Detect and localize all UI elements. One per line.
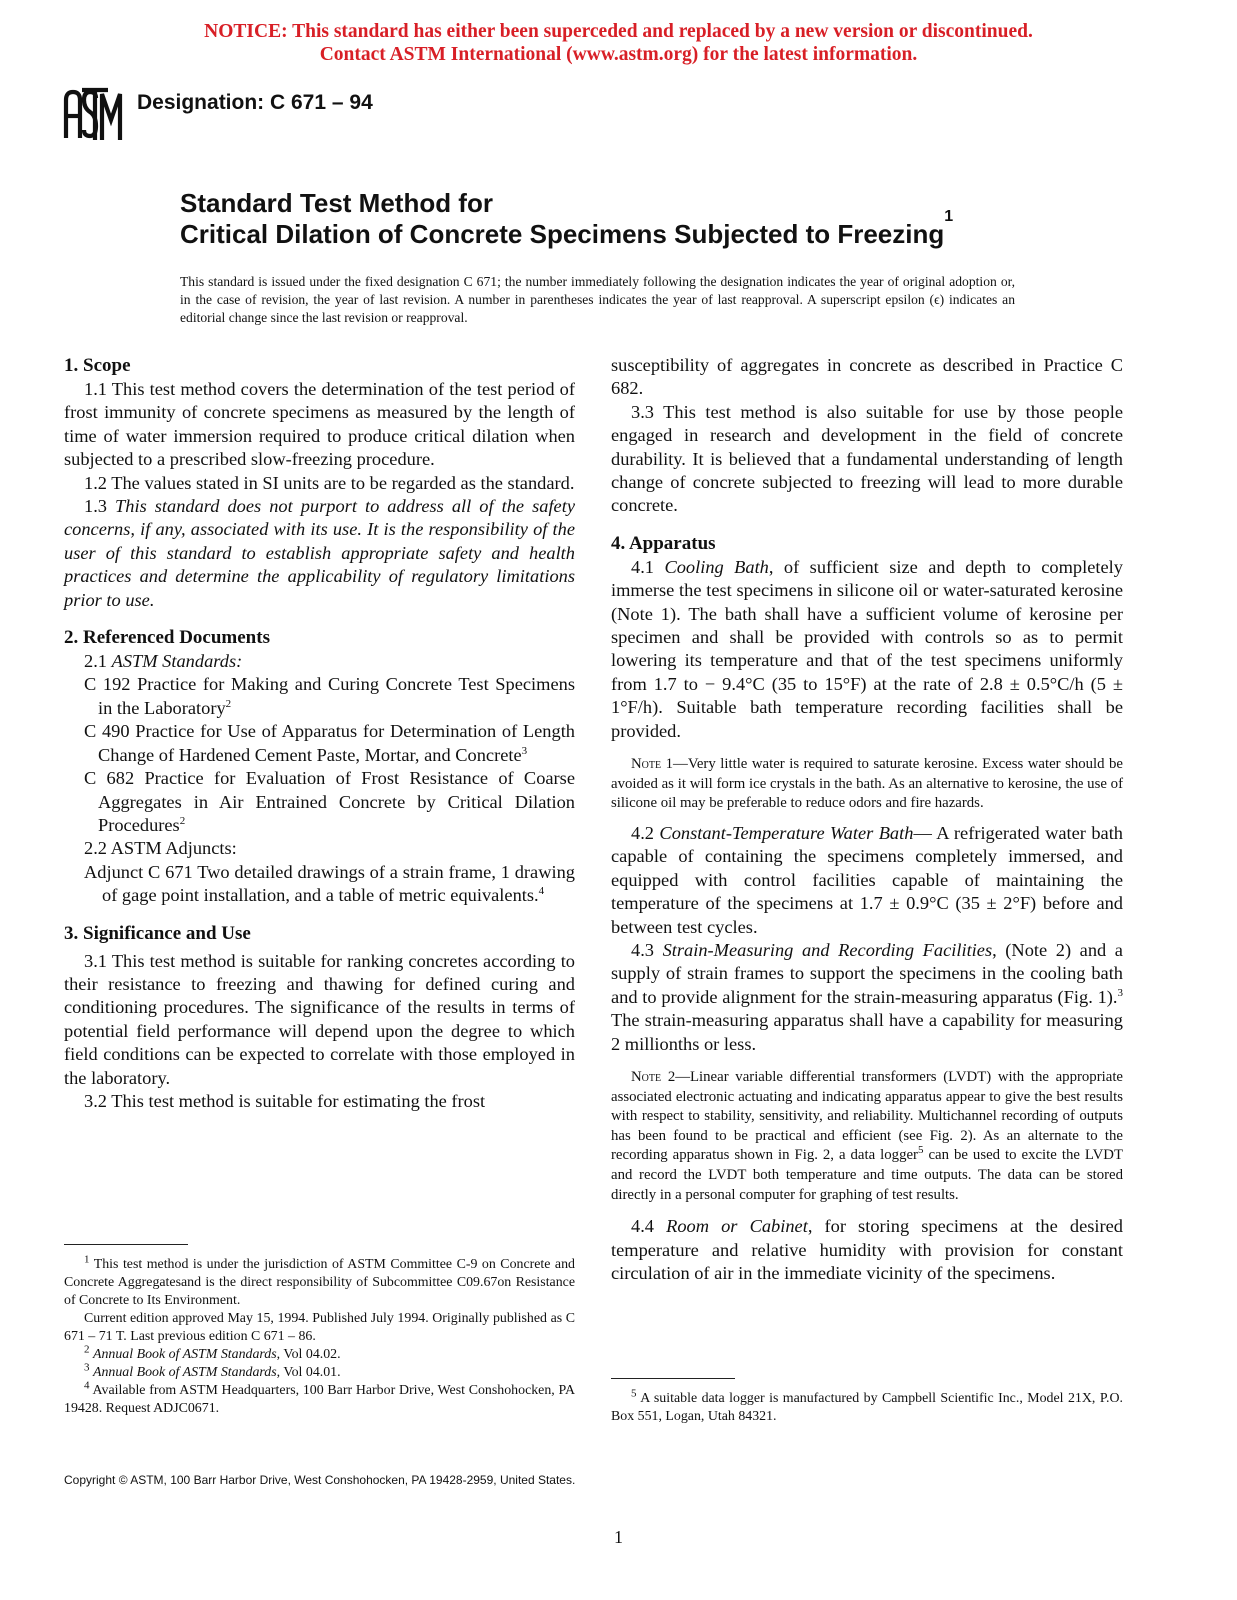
issue-statement: This standard is issued under the fixed designation C 671; the number immediately following the designation indicates the year of original adoption or, in the case of revision, the year of last revision. A number in parentheses indicates the year of last reapproval. A superscript epsilon (ϵ) indicates an editorial change since the last revision or reapproval.: [180, 274, 1015, 325]
para-4-1-term: Cooling Bath: [664, 556, 769, 577]
title-line-2-text: Critical Dilation of Concrete Specimens Subjected to Freezing: [180, 219, 945, 249]
ref-c682: [64, 767, 575, 837]
note-1-text: 1—Very little water is required to saturate kerosine. Excess water should be avoided as it will form ice crystals in the bath. As an alternative to kerosine, the use of silicone oil may be preferable to reduce odors and fire hazards.: [611, 756, 1124, 812]
notice-line-2: Contact ASTM International (www.astm.org) for the latest information.: [319, 44, 918, 65]
para-4-4-text: , for storing specimens at the desired temperature and relative humidity with provision for constant circulation of air in the immediate vicinity of the specimens.: [611, 1216, 1123, 1283]
para-1-2: 1.2 The values stated in SI units are to be regarded as the standard.: [84, 472, 575, 493]
para-4-1-num: 4.1: [631, 556, 654, 577]
para-4-4-term: Room or Cabinet: [666, 1216, 808, 1237]
para-4-4-num: 4.4: [631, 1216, 654, 1237]
para-2-1-label: ASTM Standards:: [111, 651, 243, 672]
title-footnote-mark: 1: [944, 208, 954, 225]
para-3-2-continued: susceptibility of aggregates in concrete as described in Practice C 682.: [611, 355, 1123, 399]
right-column: [611, 354, 1123, 1285]
page-number: 1: [614, 1527, 623, 1547]
para-4-3-text-a: , (Note 2) and a supply of strain frames to support the specimens in the cooling bath and to provide alignment for the strain-measuring apparatus (Fig. 1).: [611, 939, 1123, 1007]
section-scope-heading: 1. Scope: [64, 355, 131, 376]
para-2-1-num: 2.1: [84, 651, 107, 672]
note-2-fn: 5: [917, 1144, 924, 1157]
footnotes-left: [64, 1253, 575, 1418]
ref-c192-fn: 2: [225, 697, 232, 710]
para-3-1: 3.1 This test method is suitable for ranking concretes according to their resistance to freezing and thawing for defined curing and conditioning procedures. The significance of the results in terms of potential field performance will depend upon the degree to which field conditions can be expected to correlate with those employed in the laboratory.: [64, 950, 575, 1088]
footnote-1-text: This test method is under the jurisdiction of ASTM Committee C-9 on Concrete and Concrete Aggregatesand is the direct responsibility of Subcommittee C09.67on Resistance of Concrete to Its Environment.: [64, 1257, 575, 1308]
footnote-4: [64, 1379, 575, 1418]
ref-c490: [64, 720, 575, 767]
para-4-3-term: Strain-Measuring and Recording Facilities: [662, 939, 993, 960]
para-3-3: 3.3 This test method is also suitable for use by those people engaged in research and development in the field of concrete durability. It is believed that a fundamental understanding of length change of concrete subjected to freezing will lead to more durable concrete.: [611, 401, 1123, 516]
footnote-3-mark: 3: [84, 1361, 90, 1374]
ref-c490-text: C 490 Practice for Use of Apparatus for Determination of Length Change of Hardened Cement Paste, Mortar, and Concrete: [84, 721, 575, 765]
ref-adjunct-fn: 4: [538, 885, 545, 897]
footnote-rule-left: [64, 1244, 188, 1245]
section-apparatus-heading: 4. Apparatus: [611, 532, 716, 554]
para-4-2-term: Constant-Temperature Water Bath: [659, 822, 914, 843]
para-4-2-num: 4.2: [631, 822, 654, 843]
footnote-4-text: Available from ASTM Headquarters, 100 Barr Harbor Drive, West Conshohocken, PA 19428. Request ADJC0671.: [64, 1383, 575, 1416]
footnote-1-mark: 1: [84, 1253, 90, 1266]
ref-c682-fn: 2: [179, 814, 186, 827]
para-3-2: 3.2 This test method is suitable for estimating the frost: [84, 1090, 486, 1111]
footnote-2-title: Annual Book of ASTM Standards: [92, 1347, 277, 1362]
footnote-5: [611, 1387, 1123, 1426]
title-line-2: [180, 208, 954, 250]
note-2-label: Note: [631, 1068, 662, 1085]
ref-c490-fn: 3: [521, 744, 528, 757]
para-1-3-text: This standard does not purport to address all of the safety concerns, if any, associated with its use. It is the responsibility of the user of this standard to establish appropriate safety and health practices and determine the applicability of regulatory limitations prior to use.: [64, 496, 575, 610]
note-2-text-b: can be used to excite the LVDT and record the LVDT both temperature and time outputs. The data can be stored directly in a personal computer for graphing of test results.: [611, 1147, 1123, 1203]
para-4-1-text: , of sufficient size and depth to completely immerse the test specimens in silicone oil or water-saturated kerosine (Note 1). The bath shall have a sufficient volume of kerosine per specimen and shall be provided with controls so as to permit lowering its temperature and that of the test specimens uniformly from 1.7 to − 9.4°C (35 to 15°F) at the rate of 2.8 ± 0.5°C/h (5 ± 1°F/h). Suitable bath temperature recording facilities shall be provided.: [611, 556, 1123, 741]
ref-adjunct-text: Adjunct C 671 Two detailed drawings of a strain frame, 1 drawing of gage point installation, and a table of metric equivalents.: [84, 861, 575, 906]
section-referenced-heading: 2. Referenced Documents: [64, 627, 270, 649]
footnote-1-b: Current edition approved May 15, 1994. Published July 1994. Originally published as C 671 – 71 T. Last previous edition C 671 – 86.: [64, 1311, 575, 1344]
footnote-2: [64, 1343, 575, 1364]
section-significance-heading: 3. Significance and Use: [64, 922, 251, 944]
para-1-1: 1.1 This test method covers the determination of the test period of frost immunity of concrete specimens as measured by the length of time of water immersion required to produce critical dilation when subjected to a prescribed slow-freezing procedure.: [64, 379, 575, 470]
footnote-1: [64, 1253, 575, 1310]
note-1-label: Note: [631, 756, 662, 773]
note-2: [611, 1068, 1123, 1205]
para-1-3-num: 1.3: [84, 496, 107, 517]
footnote-5-text: A suitable data logger is manufactured by Campbell Scientific Inc., Model 21X, P.O. Box 551, Logan, Utah 84321.: [611, 1391, 1123, 1424]
para-4-3-fn: 3: [1117, 986, 1123, 999]
designation: Designation: C 671 – 94: [137, 91, 373, 114]
footnote-2-rest: , Vol 04.02.: [276, 1347, 341, 1362]
para-4-3: [611, 939, 1123, 1056]
footnote-3-title: Annual Book of ASTM Standards: [92, 1365, 277, 1380]
footnote-4-mark: 4: [84, 1379, 90, 1392]
notice-banner: [0, 20, 1237, 66]
ref-c192-text: C 192 Practice for Making and Curing Concrete Test Specimens in the Laboratory: [84, 674, 575, 718]
para-4-3-num: 4.3: [631, 939, 654, 960]
para-4-2: [611, 822, 1123, 939]
ref-c192: [64, 673, 575, 720]
left-column: [64, 354, 575, 1113]
para-2-2: 2.2 ASTM Adjuncts:: [84, 838, 237, 859]
astm-logo-icon: [62, 86, 126, 142]
notice-line-1: NOTICE: This standard has either been superceded and replaced by a new version or discontinued.: [204, 21, 1033, 42]
para-4-1: [611, 556, 1123, 743]
para-2-1: [64, 650, 575, 673]
footnote-3: [64, 1361, 575, 1382]
para-1-3: [64, 495, 575, 612]
footnote-5-mark: 5: [631, 1387, 637, 1400]
note-1: [611, 755, 1123, 814]
copyright: Copyright © ASTM, 100 Barr Harbor Drive, West Conshohocken, PA 19428-2959, United States.: [64, 1473, 576, 1487]
title-line-1: Standard Test Method for: [180, 188, 493, 218]
footnote-3-rest: , Vol 04.01.: [276, 1365, 341, 1380]
document-title: [180, 188, 953, 250]
para-4-4: [611, 1215, 1123, 1285]
ref-adjunct: [64, 861, 575, 908]
footnote-2-mark: 2: [84, 1343, 90, 1356]
footnote-rule-right: [611, 1378, 735, 1379]
ref-c682-text: C 682 Practice for Evaluation of Frost Resistance of Coarse Aggregates in Air Entrained Concrete by Critical Dilation Procedures: [84, 768, 575, 835]
note-2-text-a: 2—Linear variable differential transformers (LVDT) with the appropriate associated electronic actuating and indicating apparatus appear to give the best results with respect to stability, sensitivity, and reliability. Multichannel recording of outputs has been found to be practical and efficient (see Fig. 2). As an alternate to the recording apparatus shown in Fig. 2, a data logger: [611, 1068, 1123, 1164]
footnotes-right: [611, 1387, 1123, 1426]
para-4-2-text: — A refrigerated water bath capable of containing the specimens completely immersed, and equipped with control facilities capable of maintaining the temperature of the specimens at 1.7 ± 0.9°C (35 ± 2°F) before and between test cycles.: [611, 822, 1123, 937]
para-4-3-text-b: The strain-measuring apparatus shall have a capability for measuring 2 millionths or less.: [611, 1010, 1123, 1054]
